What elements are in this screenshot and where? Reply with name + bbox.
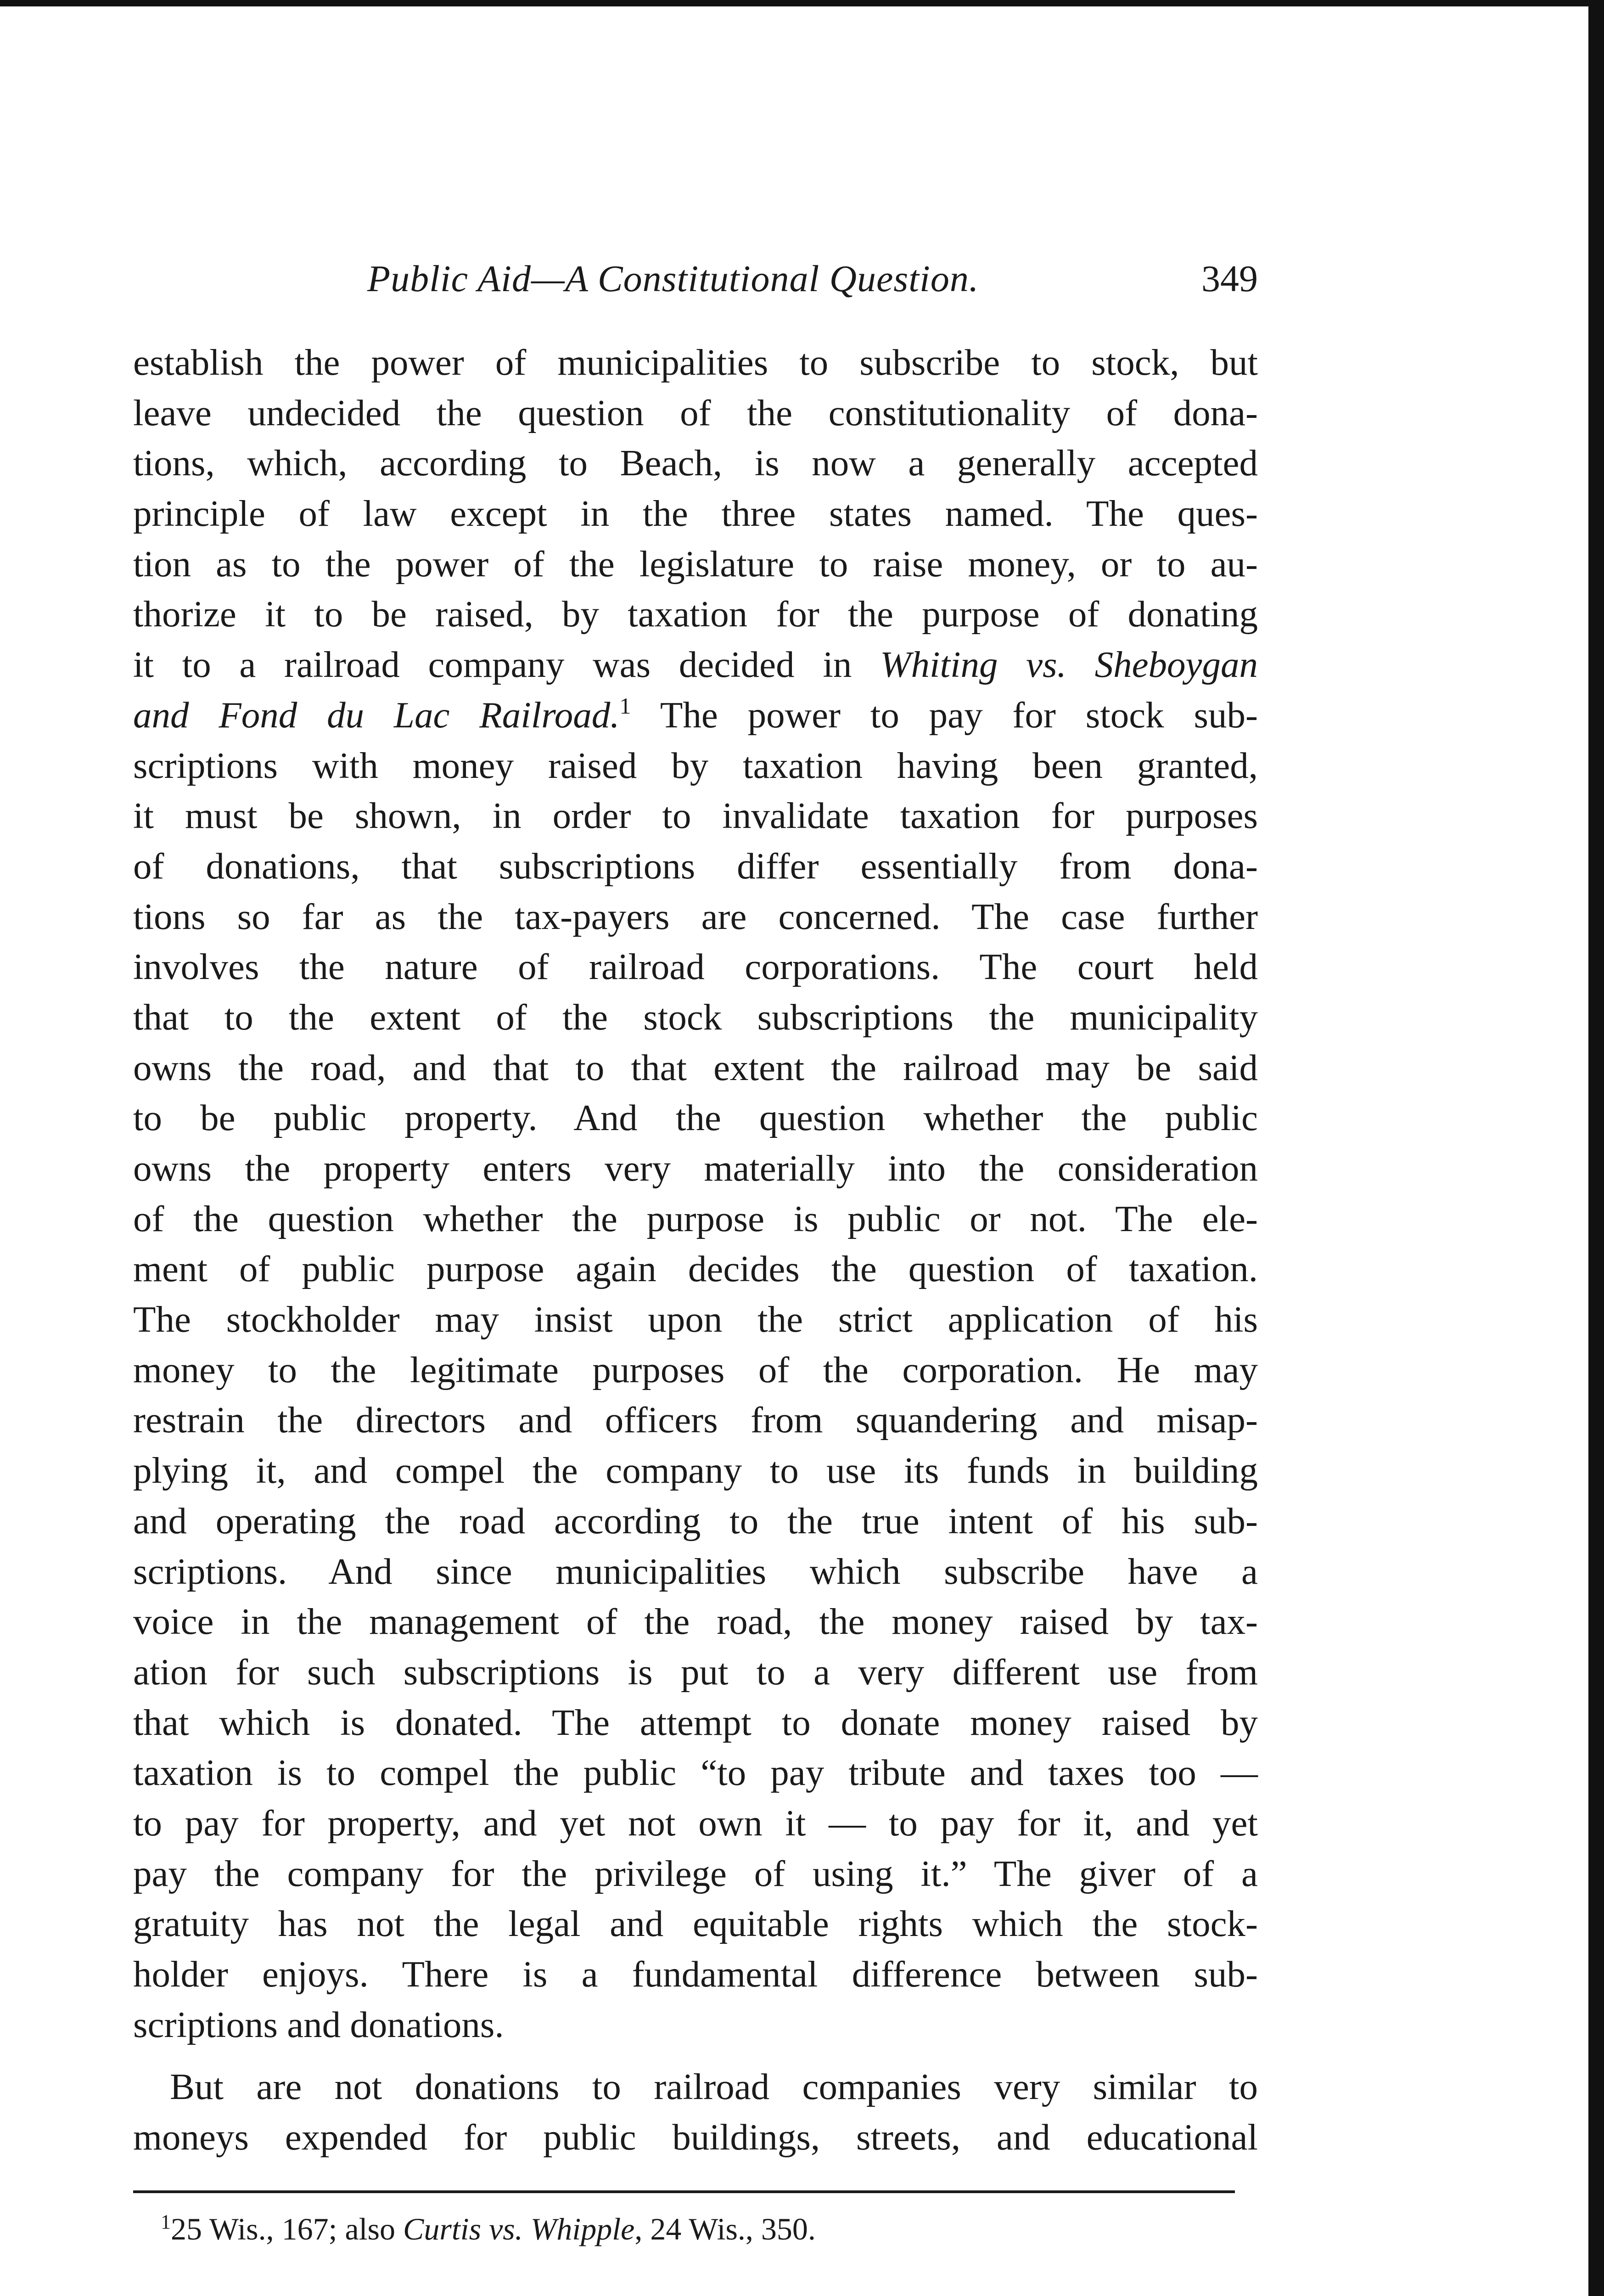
page-number: 349: [1201, 258, 1258, 299]
text-line: owns the road, and that to that extent the railroad may be said: [133, 1047, 1258, 1088]
running-title: Public Aid—A Constitutional Question.: [367, 258, 979, 299]
text-line: money to the legitimate purposes of the corporation. He may: [133, 1349, 1258, 1390]
text-line: restrain the directors and officers from squandering and misap-: [133, 1399, 1258, 1441]
text-line: The stockholder may insist upon the strict application of his: [133, 1299, 1258, 1340]
text-line: establish the power of municipalities to subscribe to stock, but: [133, 342, 1258, 383]
footnote-marker: 1: [161, 2211, 171, 2233]
text-line: principle of law except in the three states named. The ques-: [133, 493, 1258, 535]
text-line: taxation is to compel the public “to pay tribute and taxes too —: [133, 1752, 1258, 1794]
text-line: owns the property enters very materially into the consideration: [133, 1148, 1258, 1189]
case-citation-cont: and Fond du Lac Railroad.: [133, 694, 620, 736]
text-line: scriptions. And since municipalities which subscribe have a: [133, 1550, 1258, 1592]
scan-right-edge: [1588, 0, 1604, 2296]
text-line: it to a railroad company was decided in Whiting vs. Sheboygan: [133, 644, 1258, 686]
text-line: of the question whether the purpose is public or not. The ele-: [133, 1198, 1258, 1239]
text-line: But are not donations to railroad companies very similar to: [170, 2066, 1258, 2108]
text-line: moneys expended for public buildings, streets, and educational: [133, 2116, 1258, 2158]
text-line: and Fond du Lac Railroad.$^1$ The power to pay for stock sub-: [133, 692, 1258, 736]
footnote: $^1$25 Wis., 167; also Curtis vs. Whipple, 24 Wis., 350.: [161, 2211, 816, 2246]
scan-top-edge: [0, 0, 1604, 6]
text-line: that to the extent of the stock subscriptions the municipality: [133, 996, 1258, 1038]
text-line: thorize it to be raised, by taxation for the purpose of donating: [133, 593, 1258, 635]
text-line: ment of public purpose again decides the question of taxation.: [133, 1248, 1258, 1290]
text-line: that which is donated. The attempt to donate money raised by: [133, 1701, 1258, 1743]
footnote-rule: [133, 2190, 1235, 2193]
text-line: tion as to the power of the legislature to raise money, or to au-: [133, 543, 1258, 585]
footnote-ref: 1: [619, 692, 631, 719]
text-line: ation for such subscriptions is put to a very different use from: [133, 1651, 1258, 1693]
text-line: pay the company for the privilege of using it.” The giver of a: [133, 1852, 1258, 1894]
text-line: scriptions with money raised by taxation having been granted,: [133, 744, 1258, 786]
text-line: it must be shown, in order to invalidate taxation for purposes: [133, 795, 1258, 837]
text-line: and operating the road according to the true intent of his sub-: [133, 1500, 1258, 1542]
footnote-case: Curtis vs. Whipple: [403, 2212, 635, 2246]
running-header: [133, 248, 1258, 308]
text-line: involves the nature of railroad corporations. The court held: [133, 946, 1258, 988]
text-line: gratuity has not the legal and equitable rights which the stock-: [133, 1903, 1258, 1945]
paragraph-gap: [133, 2050, 1258, 2062]
text-line: to pay for property, and yet not own it — to pay for it, and yet: [133, 1802, 1258, 1844]
text-line: holder enjoys. There is a fundamental difference between sub-: [133, 1953, 1258, 1995]
text-line: voice in the management of the road, the money raised by tax-: [133, 1601, 1258, 1643]
text-line: plying it, and compel the company to use its funds in building: [133, 1450, 1258, 1491]
body-text: [133, 338, 1258, 2163]
case-citation: Whiting vs. Sheboygan: [880, 644, 1258, 686]
text-line: scriptions and donations.: [133, 2003, 504, 2045]
text-line: to be public property. And the question whether the public: [133, 1097, 1258, 1139]
text-line: tions so far as the tax-payers are concerned. The case further: [133, 895, 1258, 937]
text-line: tions, which, according to Beach, is now a generally accepted: [133, 442, 1258, 484]
text-line: of donations, that subscriptions differ essentially from dona-: [133, 845, 1258, 887]
text-line: leave undecided the question of the constitutionality of dona-: [133, 392, 1258, 433]
